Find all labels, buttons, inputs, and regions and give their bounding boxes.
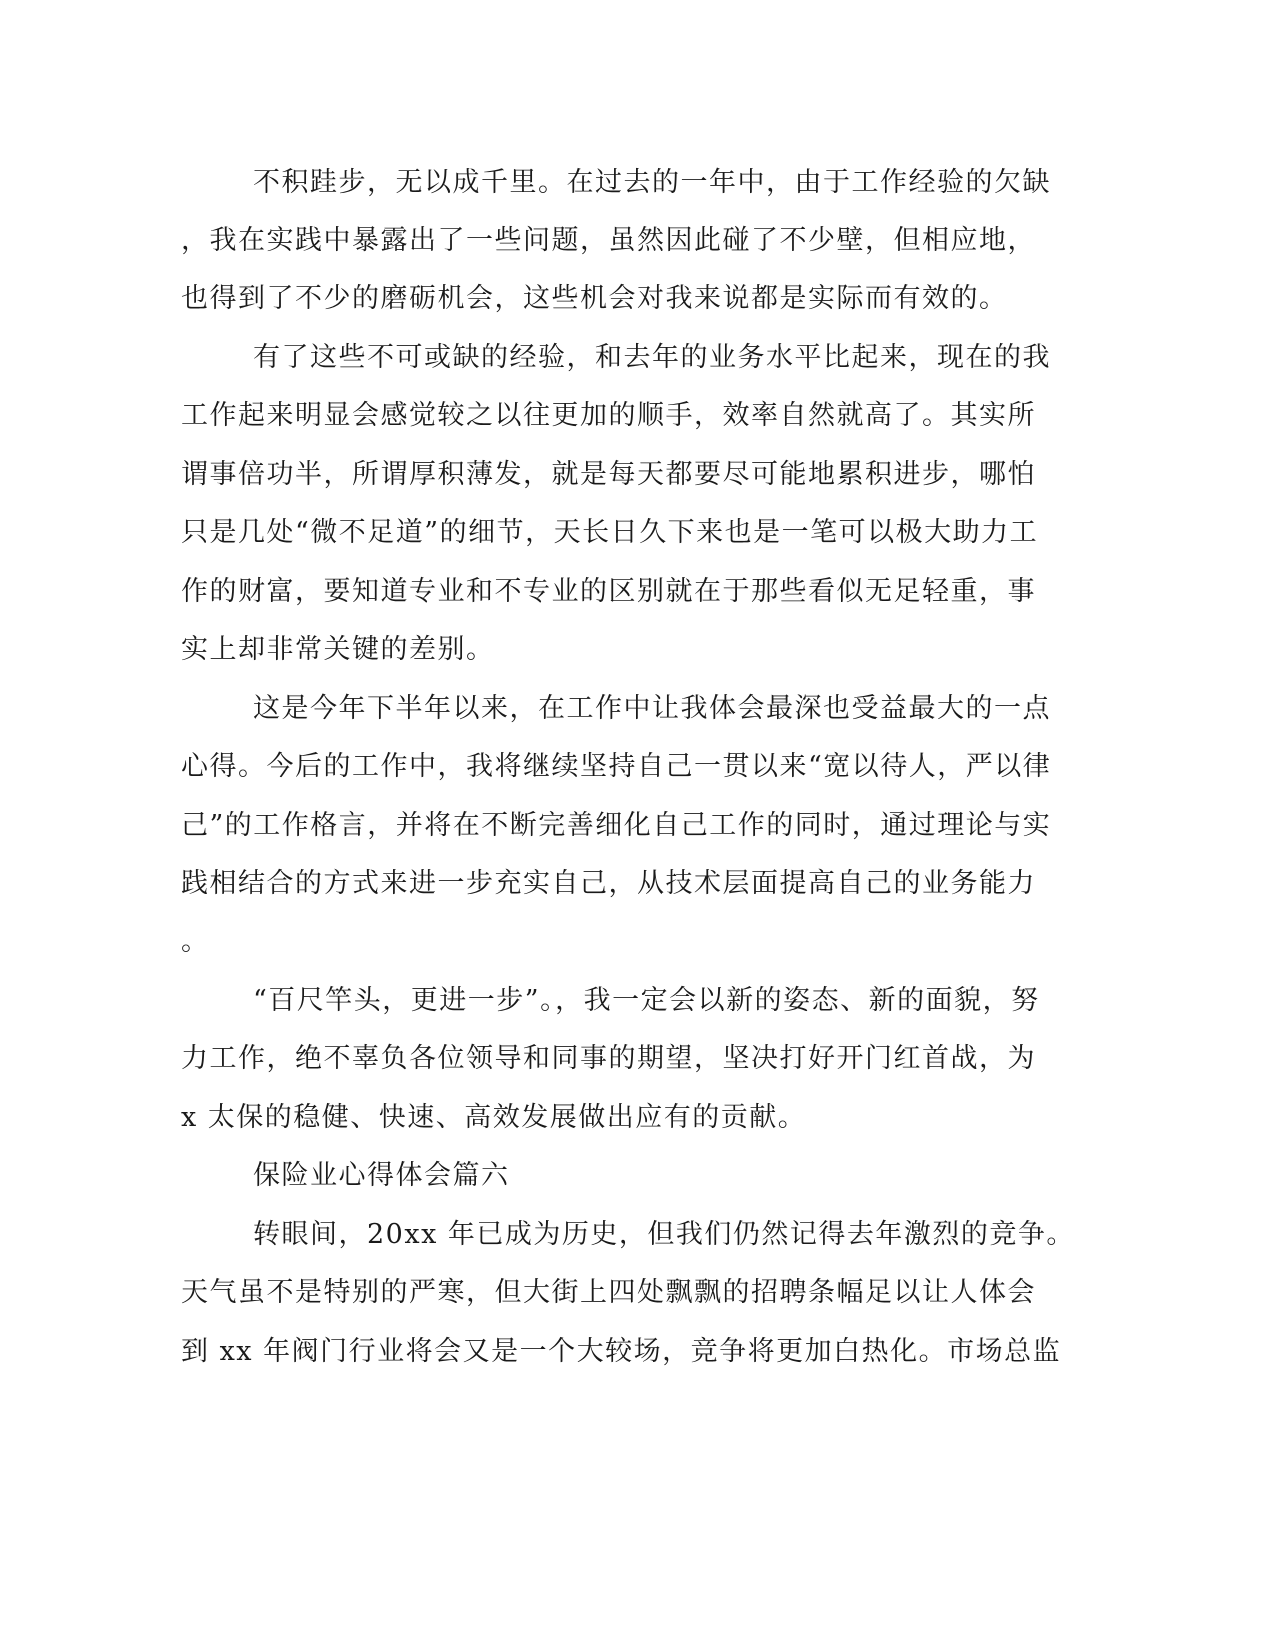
paragraph-line: 这是今年下半年以来，在工作中让我体会最深也受益最大的一点 [253, 693, 1051, 724]
paragraph-line: 心得。今后的工作中，我将继续坚持自己一贯以来“宽以待人，严以律 [181, 751, 1052, 782]
paragraph-line: 转眼间，20xx 年已成为历史，但我们仍然记得去年激烈的竞争。 [253, 1219, 1075, 1250]
paragraph-line: 天气虽不是特别的严寒，但大街上四处飘飘的招聘条幅足以让人体会 [181, 1277, 1036, 1308]
paragraph-line: ，我在实践中暴露出了一些问题，虽然因此碰了不少壁，但相应地， [181, 225, 1036, 256]
paragraph-line: 谓事倍功半，所谓厚积薄发，就是每天都要尽可能地累积进步，哪怕 [181, 459, 1036, 490]
paragraph-line: 实上却非常关键的差别。 [181, 634, 495, 665]
paragraph-line: 只是几处“微不足道”的细节，天长日久下来也是一笔可以极大助力工 [181, 517, 1039, 548]
paragraph-line: 力工作，绝不辜负各位领导和同事的期望，坚决打好开门红首战，为 [181, 1043, 1036, 1074]
paragraph-line: 不积跬步，无以成千里。在过去的一年中，由于工作经验的欠缺 [253, 167, 1051, 198]
paragraph-line: x 太保的稳健、快速、高效发展做出应有的贡献。 [181, 1102, 807, 1133]
paragraph-line: “百尺竿头，更进一步”。，我一定会以新的姿态、新的面貌，努 [253, 985, 1040, 1016]
paragraph-line: 到 xx 年阀门行业将会又是一个大较场，竞争将更加白热化。市场总监 [181, 1336, 1062, 1367]
paragraph-line: 践相结合的方式来进一步充实自己，从技术层面提高自己的业务能力 [181, 868, 1036, 899]
paragraph-line: 。 [181, 926, 210, 957]
paragraph-line: 己”的工作格言，并将在不断完善细化自己工作的同时，通过理论与实 [181, 810, 1052, 841]
paragraph-line: 有了这些不可或缺的经验，和去年的业务水平比起来，现在的我 [253, 342, 1051, 373]
paragraph-line: 也得到了不少的磨砺机会，这些机会对我来说都是实际而有效的。 [181, 283, 1008, 314]
section-heading: 保险业心得体会篇六 [253, 1160, 510, 1191]
paragraph-line: 工作起来明显会感觉较之以往更加的顺手，效率自然就高了。其实所 [181, 400, 1036, 431]
paragraph-line: 作的财富，要知道专业和不专业的区别就在于那些看似无足轻重，事 [181, 576, 1036, 607]
